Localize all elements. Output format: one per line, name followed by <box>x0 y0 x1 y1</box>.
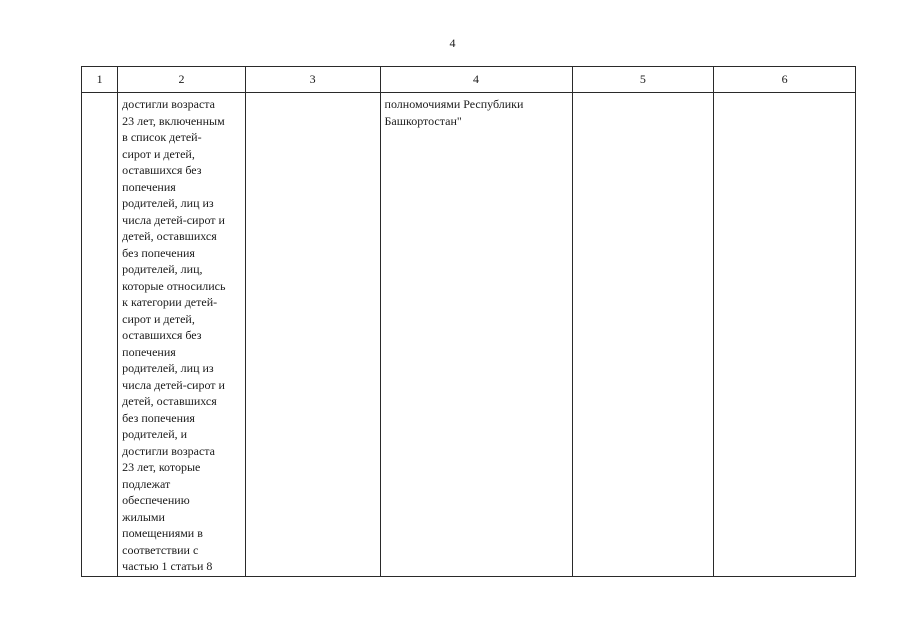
cell-col-3 <box>245 93 380 577</box>
column-header-2: 2 <box>118 67 246 93</box>
cell-text-col-2: достигли возраста 23 лет, включенным в список детей- сирот и детей, оставшихся без попечения родителей, лиц из числа детей-сирот и детей, оставшихся без попечения родителей, лиц, которые относились к категории детей- сирот и детей, оставшихся без попечения родителей, лиц из числа детей-сирот и детей, оставшихся без попечения родителей, и достигли возраста 23 лет, которые подлежат обеспечению жилыми помещениями в соответствии с частью 1 статьи 8 <box>122 97 226 573</box>
cell-col-2 <box>118 93 246 577</box>
cell-text-col-5 <box>573 93 714 96</box>
cell-col-6 <box>714 93 856 577</box>
table-row <box>82 93 856 577</box>
page-number: 4 <box>449 36 456 50</box>
column-header-4: 4 <box>380 67 572 93</box>
cell-col-4 <box>380 93 572 577</box>
column-header-3: 3 <box>245 67 380 93</box>
cell-text-col-1 <box>82 93 117 96</box>
cell-text-col-3 <box>246 93 380 96</box>
column-header-5: 5 <box>572 67 714 93</box>
cell-text-col-4: полномочиями Республики Башкортостан" <box>384 97 524 128</box>
header-row <box>82 67 856 93</box>
column-header-6: 6 <box>714 67 856 93</box>
cell-col-5 <box>572 93 714 577</box>
column-header-1: 1 <box>82 67 118 93</box>
document-table <box>81 66 856 577</box>
cell-text-col-6 <box>714 93 855 96</box>
cell-col-1 <box>82 93 118 577</box>
